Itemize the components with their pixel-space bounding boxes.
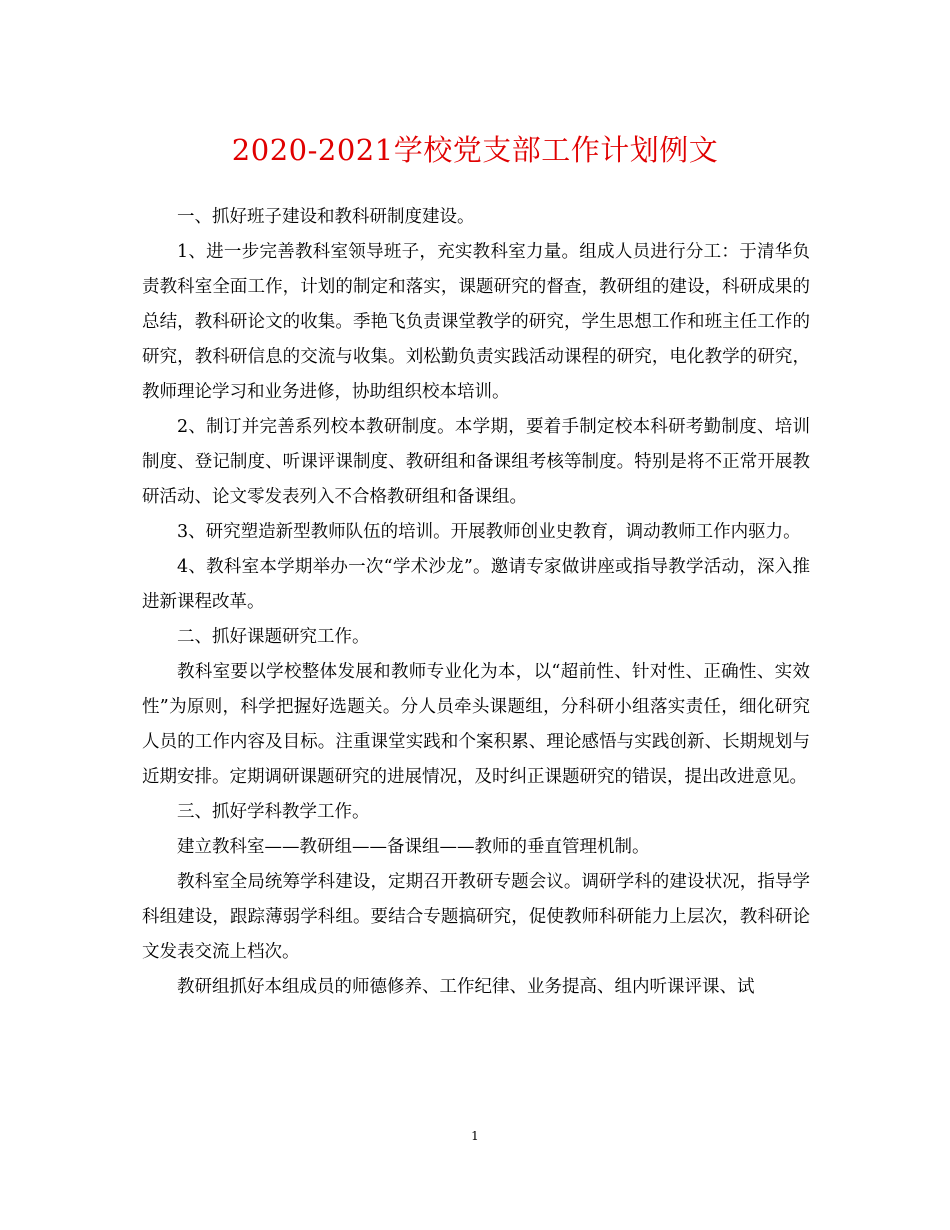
paragraph: 教研组抓好本组成员的师德修养、工作纪律、业务提高、组内听课评课、试	[177, 977, 755, 997]
paragraph: 教科室要以学校整体发展和教师专业化为本，以“超前性、针对性、正确性、实效性”为原则，科学把握好选题关。分人员牵头课题组，分科研小组落实责任，细化研究人员的工作内容及目标。注重课堂实践和个案积累、理论感悟与实践创新、长期规划与近期安排。定期调研课题研究的进展情况，及时纠正课题研究的错误，提出改进意见。	[142, 662, 810, 787]
paragraph: 4、教科室本学期举办一次“学术沙龙”。邀请专家做讲座或指导教学活动，深入推进新课程改革。	[142, 557, 810, 612]
section-heading-2: 二、抓好课题研究工作。	[177, 627, 370, 647]
section-heading-1: 一、抓好班子建设和教科研制度建设。	[177, 207, 475, 227]
paragraph: 建立教科室——教研组——备课组——教师的垂直管理机制。	[177, 837, 650, 857]
paragraph: 1、进一步完善教科室领导班子，充实教科室力量。组成人员进行分工：于清华负责教科室全面工作，计划的制定和落实，课题研究的督查，教研组的建设，科研成果的总结，教科研论文的收集。季艳飞负责课堂教学的研究，学生思想工作和班主任工作的研究，教科研信息的交流与收集。刘松勤负责实践活动课程的研究，电化教学的研究，教师理论学习和业务进修，协助组织校本培训。	[142, 242, 810, 402]
section-heading-3: 三、抓好学科教学工作。	[177, 802, 370, 822]
page-number: 1	[471, 1129, 479, 1143]
paragraph: 教科室全局统筹学科建设，定期召开教研专题会议。调研学科的建设状况，指导学科组建设，跟踪薄弱学科组。要结合专题搞研究，促使教师科研能力上层次，教科研论文发表交流上档次。	[142, 872, 810, 962]
page-title: 2020-2021学校党支部工作计划例文	[231, 133, 719, 167]
paragraph: 2、制订并完善系列校本教研制度。本学期，要着手制定校本科研考勤制度、培训制度、登记制度、听课评课制度、教研组和备课组考核等制度。特别是将不正常开展教研活动、论文零发表列入不合格教研组和备课组。	[142, 417, 810, 507]
paragraph: 3、研究塑造新型教师队伍的培训。开展教师创业史教育，调动教师工作内驱力。	[177, 522, 801, 542]
document-body	[142, 200, 810, 1005]
